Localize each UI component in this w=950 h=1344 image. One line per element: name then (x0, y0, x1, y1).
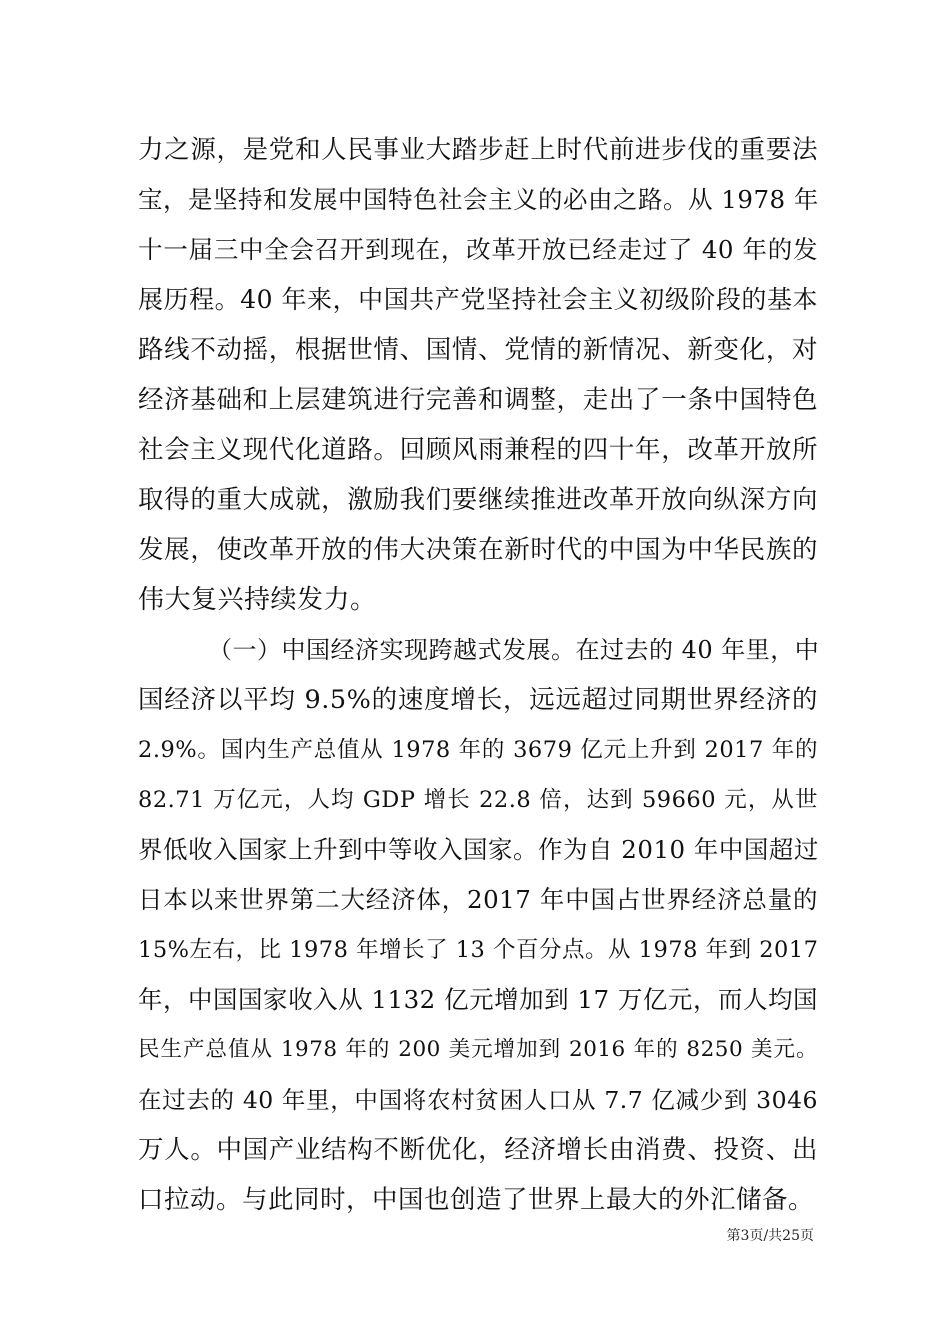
paragraph-2 (138, 625, 818, 1225)
paragraph-1 (138, 125, 818, 625)
text-line: 经济基础和上层建筑进行完善和调整，走出了一条中国特色 (138, 385, 818, 415)
text-line: 年，中国国家收入从 1132 亿元增加到 17 万亿元，而人均国 (138, 985, 818, 1014)
page-number-footer: 第3页/共25页 (726, 1228, 814, 1244)
text-line: 民生产总值从 1978 年的 200 美元增加到 2016 年的 8250 美元。 (138, 1037, 818, 1062)
text-line: 十一届三中全会召开到现在，改革开放已经走过了 40 年的发 (138, 235, 818, 264)
text-line: （一）中国经济实现跨越式发展。在过去的 40 年里，中 (208, 636, 820, 664)
text-line: 82.71 万亿元，人均 GDP 增长 22.8 倍，达到 59660 元，从世 (138, 787, 818, 813)
text-line: 力之源，是党和人民事业大踏步赶上时代前进步伐的重要法 (138, 135, 818, 165)
text-line: 发展，使改革开放的伟大决策在新时代的中国为中华民族的 (138, 535, 818, 565)
text-line: 伟大复兴持续发力。 (138, 585, 377, 615)
text-line: 国经济以平均 9.5%的速度增长，远远超过同期世界经济的 (138, 685, 818, 715)
text-line: 口拉动。与此同时，中国也创造了世界上最大的外汇储备。 (138, 1185, 815, 1215)
text-line: 宝，是坚持和发展中国特色社会主义的必由之路。从 1978 年 (138, 185, 819, 214)
text-line: 界低收入国家上升到中等收入国家。作为自 2010 年中国超过 (138, 835, 819, 864)
text-line: 取得的重大成就，激励我们要继续推进改革开放向纵深方向 (138, 485, 818, 515)
text-line: 15%左右，比 1978 年增长了 13 个百分点。从 1978 年到 2017 (138, 937, 819, 963)
text-line: 万人。中国产业结构不断优化，经济增长由消费、投资、出 (138, 1135, 818, 1165)
text-line: 展历程。40 年来，中国共产党坚持社会主义初级阶段的基本 (138, 285, 818, 314)
text-line: 在过去的 40 年里，中国将农村贫困人口从 7.7 亿减少到 3046 (138, 1086, 818, 1114)
text-line: 2.9%。国内生产总值从 1978 年的 3679 亿元上升到 2017 年的 (138, 737, 818, 763)
text-line: 日本以来世界第二大经济体，2017 年中国占世界经济总量的 (138, 885, 818, 914)
text-line: 社会主义现代化道路。回顾风雨兼程的四十年，改革开放所 (138, 435, 818, 465)
text-line: 路线不动摇，根据世情、国情、党情的新情况、新变化，对 (138, 335, 818, 365)
body-text (138, 125, 818, 1225)
